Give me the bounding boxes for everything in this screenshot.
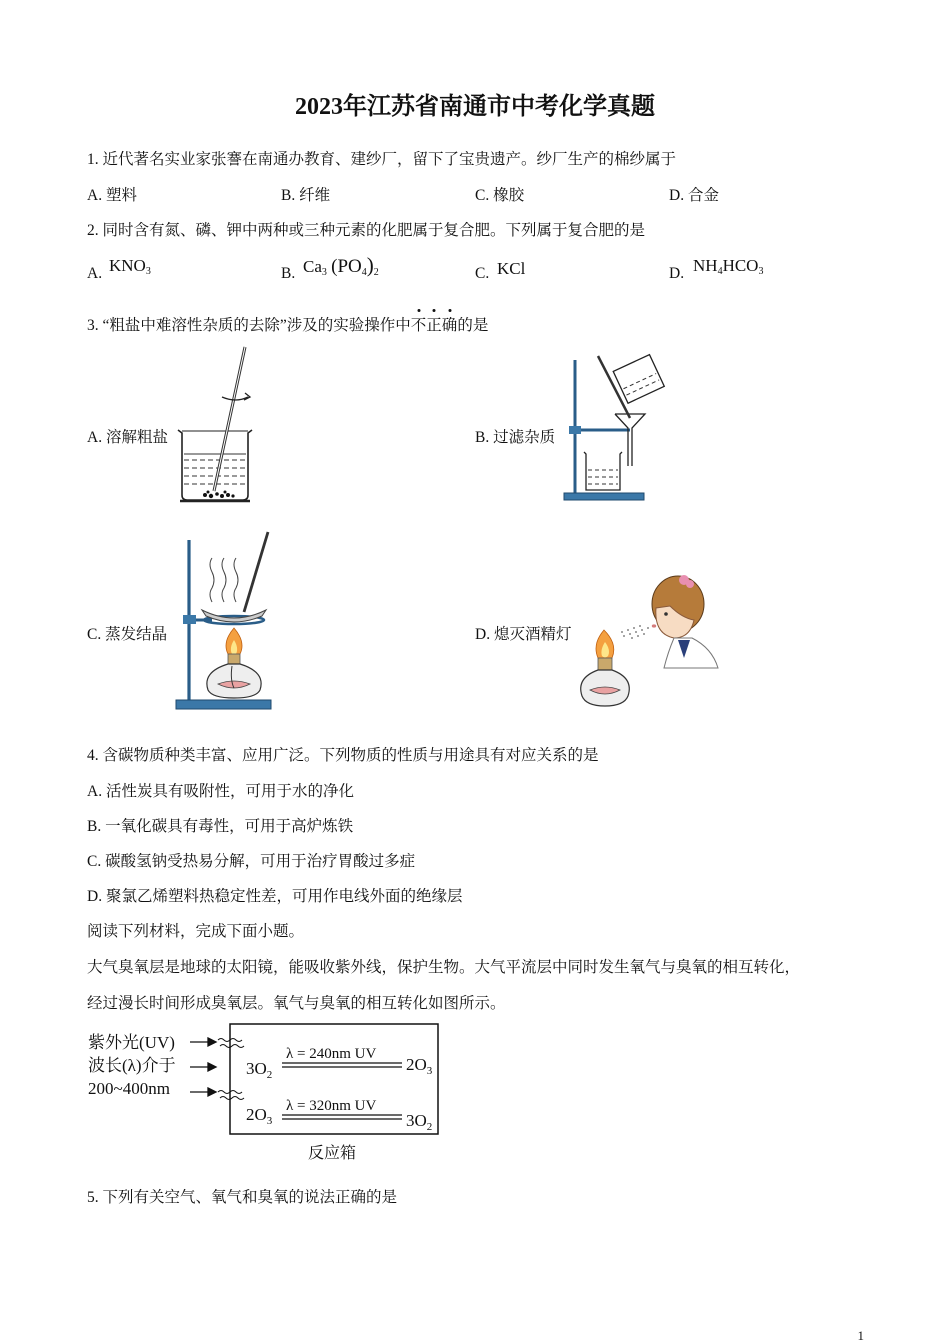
- r1-reactant-sub: 2: [266, 1069, 273, 1081]
- q1-option-c: C. 橡胶: [475, 187, 525, 204]
- q2-formula-c: KCl: [497, 259, 526, 278]
- q5-stem: 5. 下列有关空气、氧气和臭氧的说法正确的是: [87, 1189, 398, 1206]
- svg-text:2O3: [406, 1055, 433, 1077]
- q3-option-c: C. 蒸发结晶: [87, 626, 168, 643]
- figure-dissolving-salt: [170, 345, 270, 510]
- uv-label-line-3: 200~400nm: [88, 1079, 170, 1098]
- figure-filtration: [560, 352, 670, 502]
- r1-condition: λ = 240nm UV: [286, 1046, 377, 1062]
- q4-option-a: A. 活性炭具有吸附性，可用于水的净化: [87, 783, 354, 800]
- q2-label-d: D.: [669, 265, 685, 282]
- reading-paragraph-1: 大气臭氧层是地球的太阳镜，能吸收紫外线，保护生物。大气平流层中同时发生氧气与臭氧的相互转化，: [87, 959, 801, 976]
- q2-label-c: C.: [475, 265, 490, 282]
- r2-product-sub: 2: [426, 1121, 433, 1133]
- q1-option-b: B. 纤维: [281, 187, 331, 204]
- svg-text:3O2: [246, 1059, 272, 1081]
- q2-formula-b: $Ca_3$ $(PO_4)_2$: [303, 253, 379, 278]
- r1-product: 2O: [406, 1055, 427, 1074]
- q4-option-b: B. 一氧化碳具有毒性，可用于高炉炼铁: [87, 818, 354, 835]
- reading-paragraph-2: 经过漫长时间形成臭氧层。氧气与臭氧的相互转化如图所示。: [87, 995, 506, 1012]
- svg-text:2O3: [246, 1105, 273, 1127]
- r2-reactant: 2O: [246, 1105, 267, 1124]
- r1-reactant: 3O: [246, 1059, 267, 1078]
- q4-stem: 4. 含碳物质种类丰富、应用广泛。下列物质的性质与用途具有对应关系的是: [87, 747, 599, 764]
- q3-option-b: B. 过滤杂质: [475, 429, 556, 446]
- q2-formula-a: $KNO_3$: [109, 256, 151, 277]
- q2-formula-d: $NH_4HCO_3$: [693, 256, 764, 277]
- q1-option-a: A. 塑料: [87, 187, 137, 204]
- r2-product: 3O: [406, 1111, 427, 1130]
- r1-product-sub: 3: [426, 1065, 433, 1077]
- reading-intro: 阅读下列材料，完成下面小题。: [87, 923, 305, 940]
- page-title: 2023年江苏省南通市中考化学真题: [295, 94, 655, 120]
- uv-label-line-2: 波长(λ)介于: [88, 1056, 176, 1075]
- q2-label-a: A.: [87, 265, 103, 282]
- r2-reactant-sub: 3: [266, 1115, 273, 1127]
- reaction-box-caption: 反应箱: [308, 1145, 357, 1162]
- q1-option-d: D. 合金: [669, 187, 719, 204]
- q3-stem: 3. “粗盐中难溶性杂质的去除”涉及的实验操作中不正确的是: [87, 317, 489, 334]
- q1-stem: 1. 近代著名实业家张謇在南通办教育、建纱厂，留下了宝贵遗产。纱厂生产的棉纱属于: [87, 151, 677, 168]
- q4-option-c: C. 碳酸氢钠受热易分解，可用于治疗胃酸过多症: [87, 853, 416, 870]
- uv-label-line-1: 紫外光(UV): [88, 1033, 175, 1052]
- q4-option-d: D. 聚氯乙烯塑料热稳定性差，可用作电线外面的绝缘层: [87, 888, 463, 905]
- q3-option-a: A. 溶解粗盐: [87, 429, 168, 446]
- ozone-reaction-diagram: [86, 1022, 446, 1167]
- figure-blowing-lamp: [578, 568, 718, 716]
- svg-text:3O2: [406, 1111, 432, 1133]
- r2-condition: λ = 320nm UV: [286, 1098, 377, 1114]
- figure-evaporation: [172, 530, 277, 715]
- page-number: 1: [857, 1328, 864, 1343]
- q2-label-b: B.: [281, 265, 296, 282]
- q2-stem: 2. 同时含有氮、磷、钾中两种或三种元素的化肥属于复合肥。下列属于复合肥的是: [87, 222, 646, 239]
- q3-option-d: D. 熄灭酒精灯: [475, 626, 572, 643]
